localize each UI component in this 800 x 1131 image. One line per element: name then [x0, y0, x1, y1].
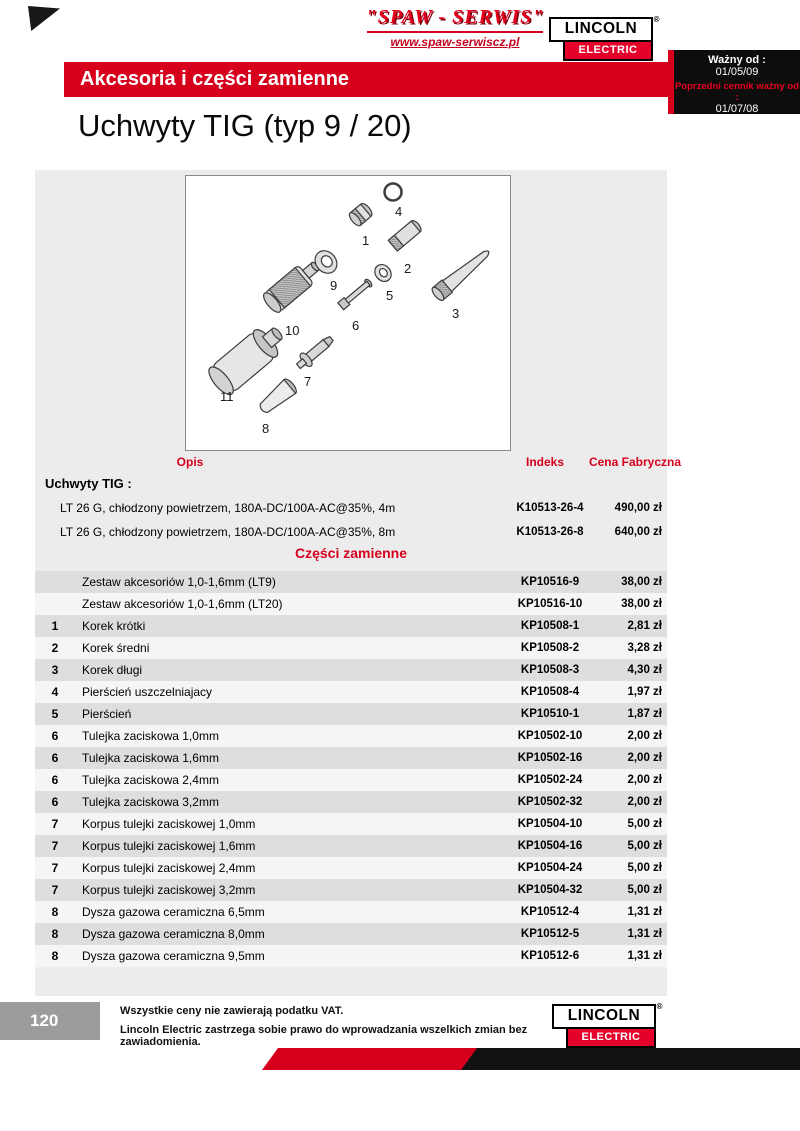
- index-cell: KP10508-1: [520, 620, 580, 632]
- index-cell: KP10516-9: [520, 576, 580, 588]
- table-row: [35, 791, 667, 813]
- previous-pricelist-date: 01/07/08: [715, 103, 759, 115]
- column-header-indeks: Indeks: [525, 455, 564, 469]
- table-row: [35, 659, 667, 681]
- valid-from-date: 01/05/09: [715, 66, 759, 78]
- part-2-medium-cap: [388, 219, 423, 251]
- price-cell: 2,00 zł: [627, 774, 662, 786]
- index-cell: KP10510-1: [520, 708, 580, 720]
- index-cell: KP10502-16: [517, 752, 583, 764]
- description-cell: LT 26 G, chłodzony powietrzem, 180A-DC/100A-AC@35%, 8m: [60, 525, 396, 539]
- footer-stripe-black: [452, 1048, 800, 1070]
- section-title-czesci-zamienne: Części zamienne: [294, 545, 408, 561]
- index-cell: KP10504-24: [517, 862, 583, 874]
- lincoln-wordmark: LINCOLN: [564, 20, 638, 37]
- part-number-cell: 7: [51, 883, 59, 897]
- brand-url-link[interactable]: www.spaw-serwiscz.pl: [390, 35, 520, 49]
- table-row: [35, 813, 667, 835]
- table-row: [35, 923, 667, 945]
- page-title: Uchwyty TIG (typ 9 / 20): [78, 108, 412, 143]
- part-number-cell: 7: [51, 839, 59, 853]
- index-cell: KP10504-32: [517, 884, 583, 896]
- description-cell: Zestaw akcesoriów 1,0-1,6mm (LT9): [82, 575, 276, 589]
- index-cell: KP10512-5: [520, 928, 580, 940]
- content-panel: [35, 170, 682, 996]
- index-cell: K10513-26-8: [516, 526, 584, 538]
- table-row: [35, 835, 667, 857]
- description-cell: Tulejka zaciskowa 3,2mm: [82, 795, 219, 809]
- table-row: [35, 747, 667, 769]
- index-cell: KP10502-32: [517, 796, 583, 808]
- price-cell: 2,81 zł: [627, 620, 662, 632]
- lincoln-electric-logo-footer: [552, 1002, 663, 1048]
- diagram-part-label: 7: [304, 374, 312, 389]
- part-number-cell: 6: [51, 751, 59, 765]
- part-number-cell: 7: [51, 861, 59, 875]
- part-10-torch-body: [261, 256, 325, 315]
- description-cell: Dysza gazowa ceramiczna 9,5mm: [82, 949, 265, 963]
- part-number-cell: 6: [51, 795, 59, 809]
- table-row: [35, 857, 667, 879]
- part-number-cell: 5: [51, 707, 59, 721]
- description-cell: Korek krótki: [82, 619, 146, 633]
- description-cell: Tulejka zaciskowa 2,4mm: [82, 773, 219, 787]
- table-row: [35, 681, 667, 703]
- part-7-collet-body: [293, 332, 336, 372]
- table-row: [35, 945, 667, 967]
- description-cell: Korek średni: [82, 641, 150, 655]
- parts-table: [35, 571, 667, 967]
- table-row: [35, 637, 667, 659]
- index-cell: K10513-26-4: [516, 502, 584, 514]
- price-cell: 4,30 zł: [627, 664, 662, 676]
- table-row: [35, 725, 667, 747]
- footer-stripe-red: [262, 1048, 477, 1070]
- footer-note-disclaimer: Lincoln Electric zastrzega sobie prawo do wprowadzania wszelkich zmian bez zawiadomienia.: [120, 1024, 528, 1048]
- part-number-cell: 8: [51, 927, 59, 941]
- diagram-part-label: 11: [220, 389, 234, 404]
- price-cell: 1,97 zł: [627, 686, 662, 698]
- price-cell: 490,00 zł: [614, 502, 662, 514]
- price-cell: 2,00 zł: [627, 752, 662, 764]
- diagram-part-label: 8: [262, 421, 270, 436]
- index-cell: KP10508-2: [520, 642, 580, 654]
- table-row: [35, 769, 667, 791]
- price-cell: 1,87 zł: [627, 708, 662, 720]
- price-cell: 2,00 zł: [627, 730, 662, 742]
- description-cell: Korpus tulejki zaciskowej 1,0mm: [82, 817, 256, 831]
- description-cell: Dysza gazowa ceramiczna 6,5mm: [82, 905, 265, 919]
- part-number-cell: 8: [51, 949, 59, 963]
- index-cell: KP10504-10: [517, 818, 583, 830]
- price-cell: 1,31 zł: [627, 950, 662, 962]
- index-cell: KP10508-3: [520, 664, 580, 676]
- price-cell: 1,31 zł: [627, 928, 662, 940]
- description-cell: Tulejka zaciskowa 1,6mm: [82, 751, 219, 765]
- lincoln-wordmark: LINCOLN: [567, 1007, 641, 1024]
- validity-box: [668, 50, 800, 114]
- table-row: [35, 703, 667, 725]
- part-5-ring: [371, 261, 394, 284]
- part-number-cell: 2: [51, 641, 59, 655]
- price-cell: 3,28 zł: [627, 642, 662, 654]
- price-cell: 5,00 zł: [627, 862, 662, 874]
- lincoln-wordmark-box: [549, 15, 660, 42]
- valid-from-label: Ważny od :: [708, 54, 766, 66]
- table-row: [35, 879, 667, 901]
- description-cell: Tulejka zaciskowa 1,0mm: [82, 729, 219, 743]
- description-cell: Dysza gazowa ceramiczna 8,0mm: [82, 927, 265, 941]
- spaw-serwis-logo: [355, 6, 555, 49]
- part-4-o-ring: [385, 184, 402, 201]
- index-cell: KP10512-6: [520, 950, 580, 962]
- table-row: [35, 593, 667, 615]
- description-cell: Zestaw akcesoriów 1,0-1,6mm (LT20): [82, 597, 283, 611]
- description-cell: Korpus tulejki zaciskowej 1,6mm: [82, 839, 256, 853]
- diagram-part-label: 4: [395, 204, 403, 219]
- part-number-cell: 4: [51, 685, 59, 699]
- column-header-opis: Opis: [176, 455, 204, 469]
- registered-mark-icon: ®: [656, 1002, 663, 1011]
- price-cell: 38,00 zł: [621, 576, 662, 588]
- description-cell: Korpus tulejki zaciskowej 3,2mm: [82, 883, 256, 897]
- lincoln-electric-logo: [549, 15, 660, 61]
- price-cell: 5,00 zł: [627, 840, 662, 852]
- brand-divider: [367, 31, 543, 33]
- part-number-cell: 8: [51, 905, 59, 919]
- description-cell: Korpus tulejki zaciskowej 2,4mm: [82, 861, 256, 875]
- index-cell: KP10512-4: [520, 906, 580, 918]
- table-row: [35, 496, 667, 520]
- description-cell: Pierścień uszczelniajacy: [82, 685, 213, 699]
- index-cell: KP10504-16: [517, 840, 583, 852]
- torch-table: [35, 496, 667, 544]
- price-cell: 38,00 zł: [621, 598, 662, 610]
- price-cell: 640,00 zł: [614, 526, 662, 538]
- electric-wordmark: ELECTRIC: [563, 42, 653, 61]
- lincoln-wordmark-box: [552, 1002, 663, 1029]
- part-3-long-cap: [430, 245, 494, 302]
- part-number-cell: 6: [51, 773, 59, 787]
- column-header-cena-fabryczna: Cena Fabryczna: [588, 455, 682, 469]
- diagram-part-label: 3: [452, 306, 460, 321]
- section-banner: Akcesoria i części zamienne: [64, 62, 668, 97]
- price-cell: 5,00 zł: [627, 818, 662, 830]
- description-cell: Pierścień: [82, 707, 132, 721]
- section-title-uchwyty-tig: Uchwyty TIG :: [45, 476, 132, 491]
- part-6-collet: [338, 278, 373, 310]
- brand-name: "SPAW - SERWIS": [365, 6, 545, 28]
- price-cell: 1,31 zł: [627, 906, 662, 918]
- previous-pricelist-label: Poprzedni cennik ważny od :: [674, 81, 800, 103]
- diagram-part-label: 5: [386, 288, 394, 303]
- price-cell: 5,00 zł: [627, 884, 662, 896]
- index-cell: KP10508-4: [520, 686, 580, 698]
- part-8-nozzle: [256, 377, 299, 417]
- exploded-diagram: [185, 175, 511, 451]
- registered-mark-icon: ®: [653, 15, 660, 24]
- electric-wordmark: ELECTRIC: [566, 1029, 656, 1048]
- index-cell: KP10516-10: [517, 598, 583, 610]
- description-cell: LT 26 G, chłodzony powietrzem, 180A-DC/100A-AC@35%, 4m: [60, 501, 396, 515]
- table-row: [35, 571, 667, 593]
- diagram-part-label: 2: [404, 261, 412, 276]
- diagram-part-label: 1: [362, 233, 370, 248]
- diagram-part-label: 6: [352, 318, 360, 333]
- index-cell: KP10502-24: [517, 774, 583, 786]
- exploded-diagram-drawing: [186, 176, 512, 452]
- part-1-short-cap: [347, 202, 374, 228]
- corner-mark: [28, 6, 60, 31]
- footer-note-vat: Wszystkie ceny nie zawierają podatku VAT.: [120, 1005, 344, 1017]
- index-cell: KP10502-10: [517, 730, 583, 742]
- table-row: [35, 901, 667, 923]
- description-cell: Korek długi: [82, 663, 143, 677]
- table-row: [35, 615, 667, 637]
- diagram-part-label: 9: [330, 278, 338, 293]
- part-number-cell: 1: [51, 619, 59, 633]
- table-row: [35, 520, 667, 544]
- page-number: 120: [0, 1002, 100, 1040]
- part-number-cell: 7: [51, 817, 59, 831]
- part-number-cell: 6: [51, 729, 59, 743]
- price-cell: 2,00 zł: [627, 796, 662, 808]
- part-number-cell: 3: [51, 663, 59, 677]
- diagram-part-label: 10: [285, 323, 300, 338]
